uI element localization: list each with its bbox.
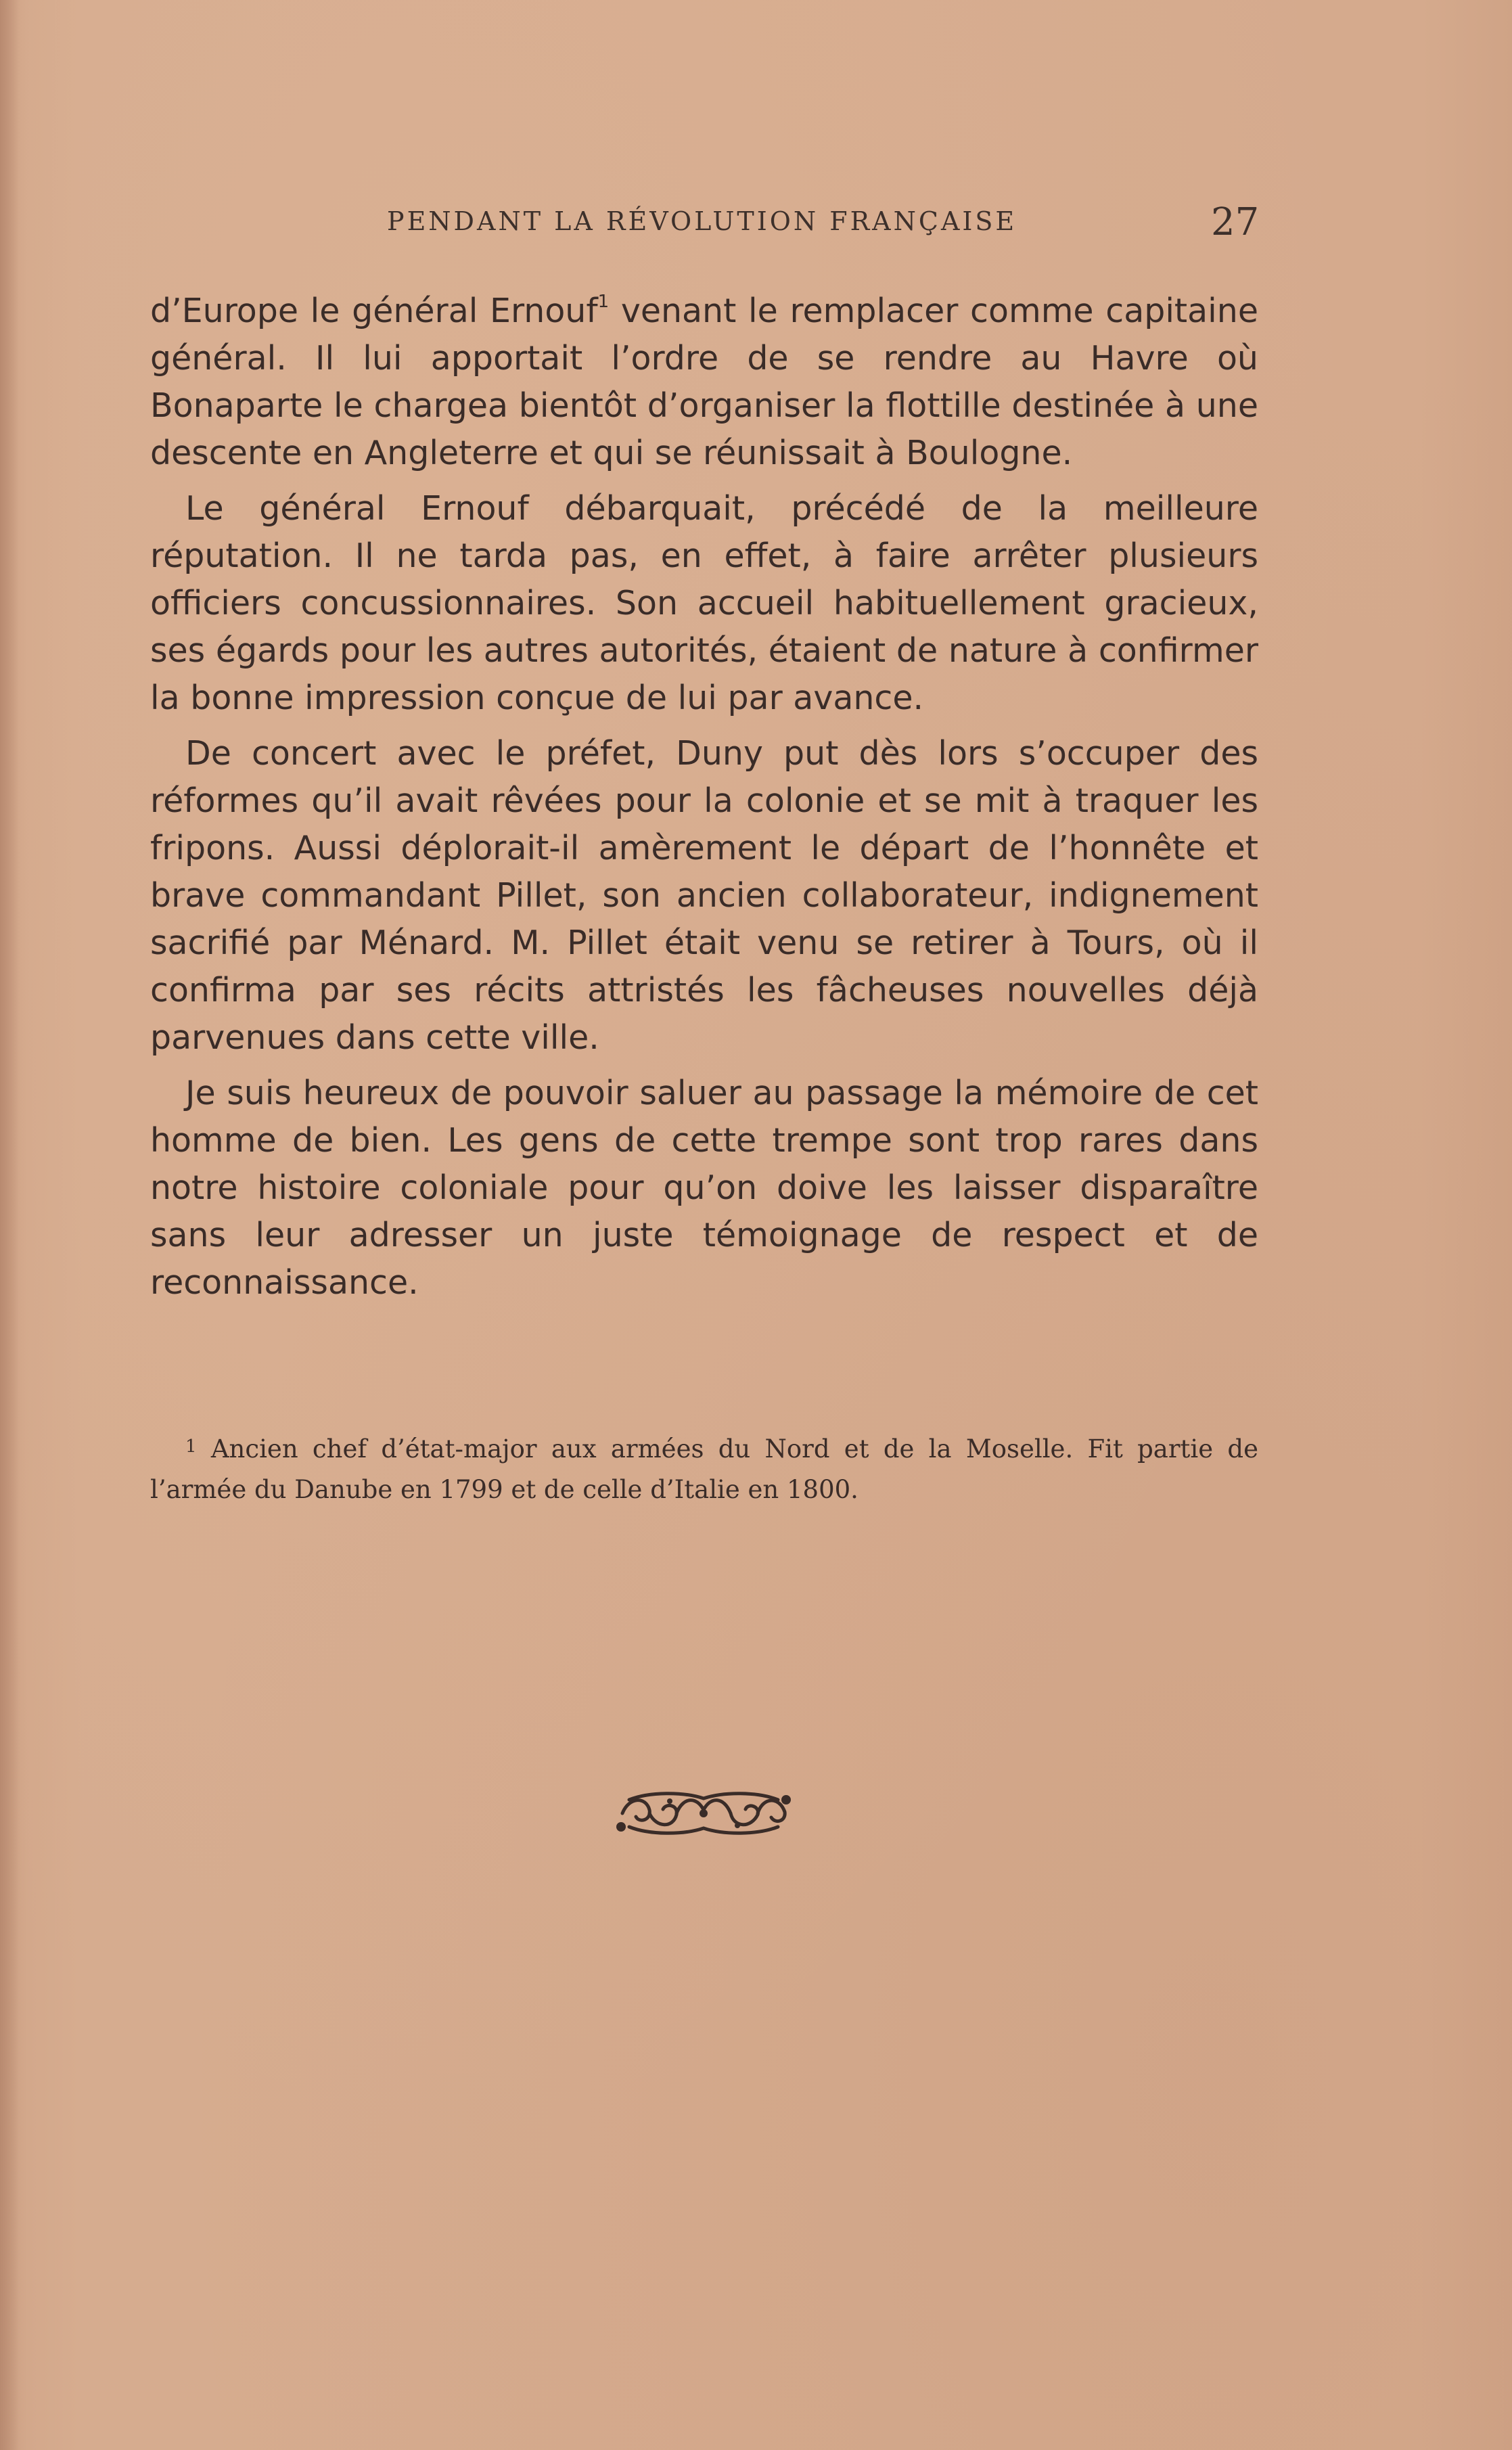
running-head: PENDANT LA RÉVOLUTION FRANÇAISE	[387, 206, 1017, 236]
footnote-reference[interactable]: 1	[597, 292, 610, 312]
paragraph-3: De concert avec le préfet, Duny put dès lors s’occuper des réformes qu’il avait rêvées pour la colonie et se mit à traquer les fripons. Aussi déplorait-il amèrement le départ de l’honnête et brave commandant Pillet, son ancien collaborateur, indignement sacrifié par Ménard. M. Pillet était venu se retirer à Tours, où il confirma par ses récits attristés les fâcheuses nouvelles déjà parvenues dans cette ville.	[150, 734, 1258, 1057]
paragraph-1-start: d’Europe le général Ernouf	[150, 292, 598, 330]
footnote-mark: 1	[185, 1436, 197, 1457]
fleuron-ornament-icon	[609, 1786, 798, 1840]
paragraph-1	[150, 288, 1258, 477]
page-number: 27	[1211, 200, 1260, 244]
paragraph-4: Je suis heureux de pouvoir saluer au passage la mémoire de cet homme de bien. Les gens de cette trempe sont trop rares dans notre histoire coloniale pour qu’on doive les laisser disparaître sans leur adresser un juste témoignage de respect et de reconnaissance.	[150, 1074, 1258, 1302]
page-gutter-shadow	[0, 0, 19, 2450]
footnote	[150, 1426, 1258, 1510]
paragraph-1-rest: venant le remplacer comme capitaine général. Il lui apportait l’ordre de se rendre au Havre où Bonaparte le chargea bientôt d’organiser la flottille destinée à une descente en Angleterre et qui se réunissait à Boulogne.	[150, 292, 1258, 472]
footnote-text: Ancien chef d’état-major aux armées du Nord et de la Moselle. Fit partie de l’armée du Danube en 1799 et de celle d’Italie en 1800.	[150, 1434, 1259, 1504]
paragraph-2: Le général Ernouf débarquait, précédé de la meilleure réputation. Il ne tarda pas, en effet, à faire arrêter plusieurs officiers concussionnaires. Son accueil habituellement gracieux, ses égards pour les autres autorités, étaient de nature à confirmer la bonne impression conçue de lui par avance.	[150, 489, 1258, 717]
body-text	[150, 288, 1258, 1307]
